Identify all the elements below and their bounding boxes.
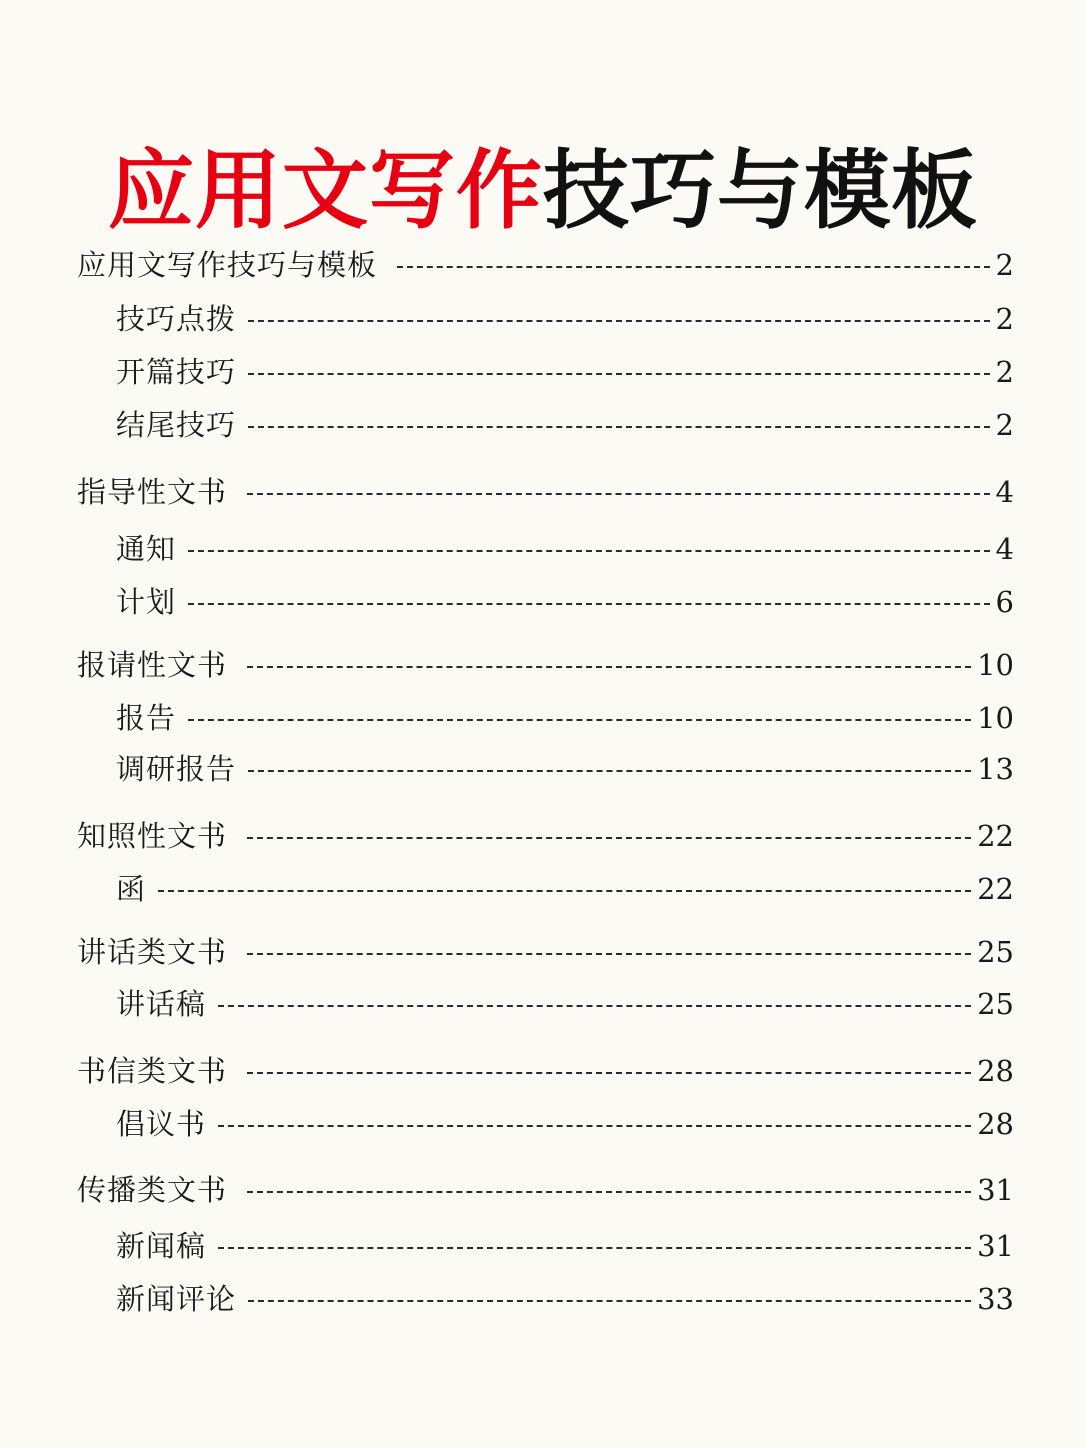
toc-entry[interactable] (77, 1170, 1014, 1210)
toc-entry-label: 指导性文书 (77, 475, 228, 509)
toc-entry-label: 书信类文书 (77, 1054, 228, 1088)
toc-dot-leader (218, 1125, 971, 1127)
toc-entry[interactable] (116, 582, 1014, 622)
toc-dot-leader (247, 837, 971, 839)
toc-page-number: 25 (977, 987, 1014, 1021)
toc-entry-label: 通知 (116, 532, 177, 566)
toc-dot-leader (218, 1247, 971, 1249)
toc-dot-leader (247, 666, 971, 668)
toc-entry-label: 结尾技巧 (116, 408, 237, 442)
toc-page-number: 2 (995, 355, 1014, 389)
toc-dot-leader (247, 953, 971, 955)
toc-entry[interactable] (116, 529, 1014, 569)
toc-page-number: 2 (995, 408, 1014, 442)
toc-dot-leader (248, 1300, 971, 1302)
toc-entry[interactable] (116, 299, 1014, 339)
toc-dot-leader (248, 770, 971, 772)
toc-page-number: 22 (977, 872, 1014, 906)
toc-entry[interactable] (116, 869, 1014, 909)
toc-entry[interactable] (116, 1226, 1014, 1266)
toc-dot-leader (188, 550, 990, 552)
toc-entry-label: 调研报告 (116, 752, 237, 786)
toc-page-number: 28 (977, 1107, 1014, 1141)
toc-entry-label: 新闻评论 (116, 1282, 237, 1316)
toc-entry[interactable] (116, 749, 1014, 789)
toc-entry-label: 技巧点拨 (116, 302, 237, 336)
toc-entry-label: 应用文写作技巧与模板 (77, 248, 378, 282)
toc-page-number: 31 (977, 1173, 1014, 1207)
toc-entry[interactable] (77, 645, 1014, 685)
toc-page-number: 28 (977, 1054, 1014, 1088)
toc-entry-label: 讲话类文书 (77, 935, 228, 969)
toc-entry[interactable] (116, 352, 1014, 392)
toc-dot-leader (188, 603, 990, 605)
toc-entry-label: 报告 (116, 701, 177, 735)
toc-entry[interactable] (77, 245, 1014, 285)
toc-page-number: 33 (977, 1282, 1014, 1316)
toc-page-number: 10 (977, 648, 1014, 682)
toc-entry[interactable] (116, 1104, 1014, 1144)
toc-entry[interactable] (116, 405, 1014, 445)
toc-entry-label: 讲话稿 (116, 987, 207, 1021)
toc-page-number: 13 (977, 752, 1014, 786)
toc-entry[interactable] (116, 1279, 1014, 1319)
toc-dot-leader (397, 266, 990, 268)
toc-page-number: 31 (977, 1229, 1014, 1263)
toc-page-number: 4 (995, 475, 1014, 509)
toc-page-number: 6 (995, 585, 1014, 619)
toc-entry[interactable] (77, 932, 1014, 972)
toc-dot-leader (188, 719, 971, 721)
toc-entry-label: 报请性文书 (77, 648, 228, 682)
toc-page-number: 22 (977, 819, 1014, 853)
toc-dot-leader (248, 373, 990, 375)
toc-page-number: 25 (977, 935, 1014, 969)
page-title-black-part: 技巧与模板 (543, 140, 978, 241)
toc-entry-label: 传播类文书 (77, 1173, 228, 1207)
toc-entry[interactable] (77, 1051, 1014, 1091)
toc-dot-leader (248, 320, 990, 322)
toc-dot-leader (218, 1005, 971, 1007)
toc-page-number: 4 (995, 532, 1014, 566)
toc-entry[interactable] (116, 984, 1014, 1024)
toc-page-number: 2 (995, 302, 1014, 336)
toc-entry-label: 开篇技巧 (116, 355, 237, 389)
page-title-red-part: 应用文写作 (108, 140, 543, 241)
toc-dot-leader (247, 493, 990, 495)
toc-dot-leader (248, 426, 990, 428)
toc-entry-label: 倡议书 (116, 1107, 207, 1141)
toc-entry[interactable] (116, 698, 1014, 738)
toc-entry[interactable] (77, 816, 1014, 856)
toc-entry-label: 函 (116, 872, 147, 906)
toc-dot-leader (158, 890, 971, 892)
toc-dot-leader (247, 1191, 971, 1193)
toc-entry-label: 知照性文书 (77, 819, 228, 853)
toc-entry[interactable] (77, 472, 1014, 512)
toc-dot-leader (247, 1072, 971, 1074)
toc-page-number: 10 (977, 701, 1014, 735)
toc-entry-label: 计划 (116, 585, 177, 619)
toc-entry-label: 新闻稿 (116, 1229, 207, 1263)
toc-page-number: 2 (995, 248, 1014, 282)
